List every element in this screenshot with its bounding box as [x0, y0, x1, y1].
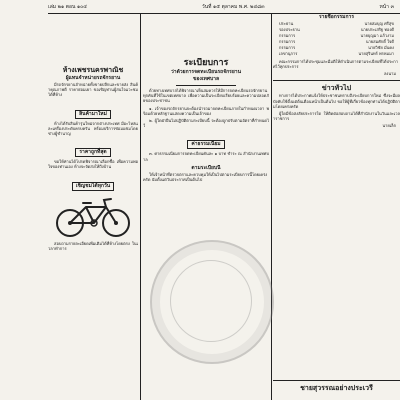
roster-role: เลขานุการ [279, 51, 298, 56]
bottom-rule [273, 380, 400, 381]
ad-body-3: ขอให้ท่านได้โปรดพิจารณาเลือกซื้อ เพื่อความพอใจของท่านเอง ห้างจะจัดส่งให้ถึงบ้าน [48, 159, 138, 170]
column-committee [273, 14, 400, 400]
column-advertisement [48, 66, 138, 400]
ad-subtitle: ผู้แทนจำหน่ายรถจักรยาน [65, 75, 121, 81]
roster-name: นายวิชัย มั่นคง [368, 45, 394, 50]
ad-box-visit: เชิญชมได้ทุกวัน [72, 182, 114, 191]
section-rule [273, 80, 400, 81]
regulations-section: ตามระเบียบนี้ [191, 164, 221, 171]
ad-title: ห้างเพชรนครพาณิช [62, 66, 124, 74]
bottom-headline: ชายสุวรรณอย่างประเวรี [300, 384, 373, 392]
column-regulations [143, 58, 269, 400]
issue-number: เล่ม ๒๑ ตอน ๑๐๔ [48, 4, 87, 10]
regulations-body-3: ให้เจ้าหน้าที่ตรวจตราและควบคุมให้เป็นไปตามระเบียบการนี้โดยเคร่งครัด นับตั้งแต่วันประกาศเป็นต้นไป [143, 171, 268, 183]
regulations-body: ด้วยทางเทศบาลได้พิจารณาเห็นสมควรให้มีการจดทะเบียนรถจักรยานทุกคันที่ใช้ในเขตเทศบาล เพื่อความเป็นระเบียบเรียบร้อยและความปลอดภัยของประชาชน ๑. เจ้าของรถจักรยานจะต้องนำรถมาจดทะเบียนภายในกำหนดเวลา พร้อมด้วยหลักฐานแสดงความเป็นเจ้าของ ๒. ผู้ใดฝ่าฝืนไม่ปฏิบัติตามระเบียบนี้ จะต้องถูกปรับตามอัตราที่กำหนดไว้ [143, 88, 269, 129]
regulations-body-2: ๓. ค่าธรรมเนียมการจดทะเบียนคันละ ๑ บาท ชำระ ณ สำนักงานเทศบาล [143, 151, 269, 162]
regulations-box-fee: ค่าธรรมเนียม [187, 140, 224, 149]
title-underline [176, 85, 236, 86]
committee-body: คณะกรรมการได้ประชุมและมีมติให้ดำเนินการตามระเบียบที่ได้ประกาศไว้ทุกประการ [273, 59, 398, 70]
ad-body-4: สอบถามรายละเอียดเพิ่มเติมได้ที่ห้างโดยตรง ในเวลาทำการ [48, 240, 138, 251]
roster-role: รองประธาน [279, 27, 300, 32]
committee-roster [273, 21, 400, 57]
roster-role: กรรมการ [279, 33, 296, 38]
ad-box-new: สินค้ามาใหม่ [75, 110, 111, 119]
issue-date: วันที่ ๑๕ ตุลาคม พ.ศ. ๒๔๘๓ [201, 4, 265, 10]
regulations-title: ระเบียบการ [183, 58, 229, 68]
ad-box-price: ราคาถูกที่สุด [75, 148, 110, 157]
news-body: ทางการได้ประกาศแจ้งให้ประชาชนทราบถึงระเบียบการใหม่ ซึ่งจะมีผลบังคับใช้ตั้งแต่ต้นเดือนหน้าเป็นต้นไป ขอให้ผู้ที่เกี่ยวข้องทุกท่านได้ปฏิบัติตามโดยเคร่งครัด ผู้ใดมีข้อสงสัยประการใด ให้ติดต่อสอบถามได้ที่สำนักงานในวันและเวลาราชการ [273, 93, 400, 122]
regulations-subtitle-2: ของเทศบาล [192, 76, 220, 82]
ad-body: มีรถจักรยานจำหน่ายทั้งขายปลีกและขายส่ง สินค้าคุณภาพดี ราคาย่อมเยา ขอเชิญท่านผู้สนใจแวะชมได้ที่ห้าง [48, 82, 138, 98]
roster-name: นายสมศักดิ์ ใจดี [365, 39, 394, 44]
committee-signature: ลงนาม [383, 71, 396, 77]
roster-role: กรรมการ [279, 45, 296, 50]
committee-title: รายชื่อกรรมการ [318, 14, 355, 20]
roster-name: นายสุรินทร์ พรหมมา [358, 51, 394, 56]
roster-name: นายสมบุญ ศรีสุข [364, 21, 394, 26]
masthead [48, 2, 398, 12]
bicycle-icon [54, 195, 132, 239]
column-divider-2 [271, 14, 272, 400]
roster-role: กรรมการ [279, 39, 296, 44]
roster-name: นายบุญมา แก้วงาม [360, 33, 394, 38]
roster-name: นายประเสริฐ ทองดี [360, 27, 394, 32]
news-title: ข่าวทั่วไป [321, 84, 352, 93]
news-signature: นายเล็ก [382, 123, 396, 129]
page-number: หน้า ๓ [379, 4, 394, 10]
column-divider-1 [140, 14, 141, 400]
regulations-subtitle: ว่าด้วยการจดทะเบียนรถจักรยาน [170, 69, 242, 75]
roster-role: ประธาน [279, 21, 294, 26]
ad-body-2: ห้างได้รับสินค้ารุ่นใหม่จากต่างประเทศ มีอะไหล่และเครื่องประดับครบครัน พร้อมบริการซ่อมแซมโดยช่างผู้ชำนาญ [48, 120, 138, 137]
roster-row [273, 51, 400, 57]
